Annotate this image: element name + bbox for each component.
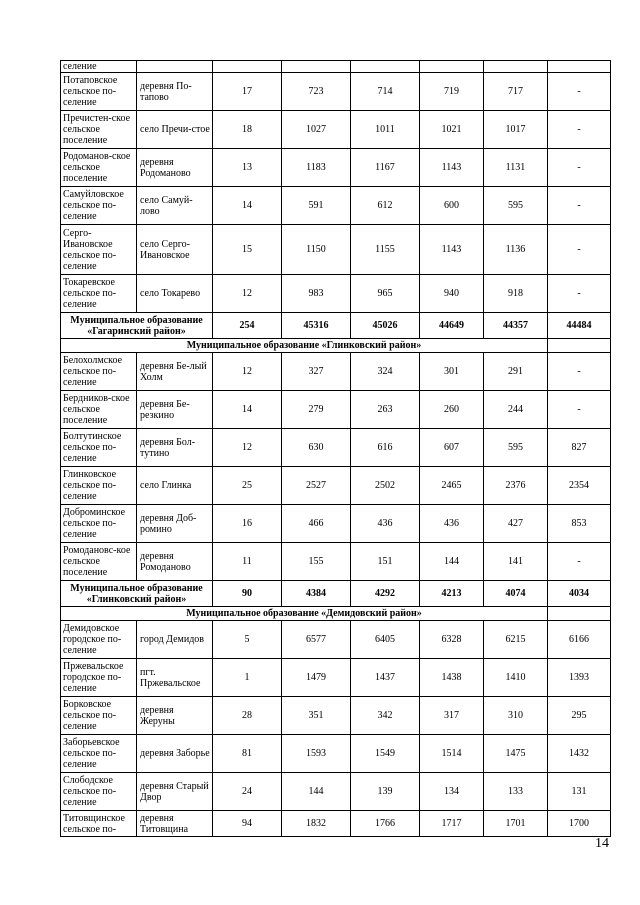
settlement-cell: Глинковское сельское по-селение xyxy=(61,467,137,505)
value-cell: - xyxy=(548,543,611,581)
value-cell: 295 xyxy=(548,697,611,735)
value-cell: 279 xyxy=(282,391,351,429)
total-value-cell: 44357 xyxy=(484,313,548,339)
total-row xyxy=(61,313,611,339)
value-cell: 1701 xyxy=(484,811,548,837)
value-cell: 28 xyxy=(213,697,282,735)
table-row xyxy=(61,773,611,811)
value-cell: 301 xyxy=(420,353,484,391)
value-cell: 1143 xyxy=(420,225,484,275)
settlement-cell: Токаревское сельское по-селение xyxy=(61,275,137,313)
value-cell: - xyxy=(548,353,611,391)
table-row xyxy=(61,543,611,581)
settlement-cell: Самуйловское сельское по-селение xyxy=(61,187,137,225)
table-row xyxy=(61,111,611,149)
value-cell: 2354 xyxy=(548,467,611,505)
total-value-cell: 4213 xyxy=(420,581,484,607)
value-cell: - xyxy=(548,187,611,225)
value-cell: 1432 xyxy=(548,735,611,773)
value-cell xyxy=(351,61,420,73)
value-cell: 11 xyxy=(213,543,282,581)
value-cell: 25 xyxy=(213,467,282,505)
value-cell: 714 xyxy=(351,73,420,111)
value-cell: 2527 xyxy=(282,467,351,505)
value-cell: 1183 xyxy=(282,149,351,187)
total-value-cell: 90 xyxy=(213,581,282,607)
table-row xyxy=(61,187,611,225)
value-cell: 291 xyxy=(484,353,548,391)
value-cell: 1717 xyxy=(420,811,484,837)
value-cell: 630 xyxy=(282,429,351,467)
total-value-cell: 45026 xyxy=(351,313,420,339)
value-cell: 15 xyxy=(213,225,282,275)
admin-center-cell: село Глинка xyxy=(137,467,213,505)
value-cell: 595 xyxy=(484,429,548,467)
value-cell: 1766 xyxy=(351,811,420,837)
value-cell: 853 xyxy=(548,505,611,543)
value-cell: 17 xyxy=(213,73,282,111)
value-cell: 607 xyxy=(420,429,484,467)
table-row xyxy=(61,61,611,73)
table-row xyxy=(61,391,611,429)
settlement-cell: Болтутинское сельское по-селение xyxy=(61,429,137,467)
settlement-cell: Борковское сельское по-селение xyxy=(61,697,137,735)
settlement-cell: Родоманов-ское сельское поселение xyxy=(61,149,137,187)
empty-cell xyxy=(548,607,611,621)
value-cell: 14 xyxy=(213,187,282,225)
table-row xyxy=(61,225,611,275)
value-cell: 81 xyxy=(213,735,282,773)
value-cell: 965 xyxy=(351,275,420,313)
total-value-cell: 4074 xyxy=(484,581,548,607)
value-cell: 16 xyxy=(213,505,282,543)
value-cell: 827 xyxy=(548,429,611,467)
value-cell: 12 xyxy=(213,275,282,313)
section-title-cell: Муниципальное образование «Глинковский район» xyxy=(61,339,548,353)
value-cell: 1514 xyxy=(420,735,484,773)
admin-center-cell: село Серго-Ивановское xyxy=(137,225,213,275)
admin-center-cell: деревня Жеруны xyxy=(137,697,213,735)
value-cell: 612 xyxy=(351,187,420,225)
total-value-cell: 44484 xyxy=(548,313,611,339)
section-title-cell: Муниципальное образование «Демидовский район» xyxy=(61,607,548,621)
page-number: 14 xyxy=(595,836,609,851)
value-cell: 2465 xyxy=(420,467,484,505)
value-cell: 1700 xyxy=(548,811,611,837)
value-cell xyxy=(282,61,351,73)
value-cell: 2502 xyxy=(351,467,420,505)
value-cell: 918 xyxy=(484,275,548,313)
value-cell: 310 xyxy=(484,697,548,735)
value-cell: 263 xyxy=(351,391,420,429)
value-cell: 134 xyxy=(420,773,484,811)
admin-center-cell: деревня Бе-резкино xyxy=(137,391,213,429)
value-cell: 6328 xyxy=(420,621,484,659)
value-cell: 1410 xyxy=(484,659,548,697)
settlement-cell: Белохолмское сельское по-селение xyxy=(61,353,137,391)
value-cell: 436 xyxy=(420,505,484,543)
value-cell: 1479 xyxy=(282,659,351,697)
value-cell: 18 xyxy=(213,111,282,149)
admin-center-cell: деревня Ромоданово xyxy=(137,543,213,581)
value-cell: 151 xyxy=(351,543,420,581)
table-row xyxy=(61,467,611,505)
value-cell: 317 xyxy=(420,697,484,735)
total-label-cell: Муниципальное образование «Гагаринский район» xyxy=(61,313,213,339)
value-cell: 1136 xyxy=(484,225,548,275)
value-cell xyxy=(213,61,282,73)
value-cell: 141 xyxy=(484,543,548,581)
value-cell: 1437 xyxy=(351,659,420,697)
admin-center-cell: село Пречи-стое xyxy=(137,111,213,149)
total-label-cell: Муниципальное образование «Глинковский район» xyxy=(61,581,213,607)
value-cell: 436 xyxy=(351,505,420,543)
value-cell: 1021 xyxy=(420,111,484,149)
value-cell: 427 xyxy=(484,505,548,543)
admin-center-cell: деревня Бол-тутино xyxy=(137,429,213,467)
total-row xyxy=(61,581,611,607)
population-table xyxy=(60,60,611,837)
value-cell: 131 xyxy=(548,773,611,811)
table-row xyxy=(61,353,611,391)
value-cell: 719 xyxy=(420,73,484,111)
value-cell: - xyxy=(548,391,611,429)
value-cell: 1017 xyxy=(484,111,548,149)
value-cell: 466 xyxy=(282,505,351,543)
table-body xyxy=(61,61,611,837)
value-cell: 616 xyxy=(351,429,420,467)
admin-center-cell xyxy=(137,61,213,73)
value-cell: 983 xyxy=(282,275,351,313)
total-value-cell: 254 xyxy=(213,313,282,339)
total-value-cell: 4034 xyxy=(548,581,611,607)
settlement-cell: селение xyxy=(61,61,137,73)
value-cell: 1832 xyxy=(282,811,351,837)
settlement-cell: Потаповское сельское по-селение xyxy=(61,73,137,111)
value-cell: 1027 xyxy=(282,111,351,149)
table-row xyxy=(61,429,611,467)
value-cell: 327 xyxy=(282,353,351,391)
settlement-cell: Титовщинское сельское по- xyxy=(61,811,137,837)
value-cell: 591 xyxy=(282,187,351,225)
value-cell: - xyxy=(548,149,611,187)
settlement-cell: Заборьевское сельское по-селение xyxy=(61,735,137,773)
section-header-row xyxy=(61,339,611,353)
value-cell: 2376 xyxy=(484,467,548,505)
value-cell: 1143 xyxy=(420,149,484,187)
value-cell: 94 xyxy=(213,811,282,837)
value-cell: 717 xyxy=(484,73,548,111)
value-cell: - xyxy=(548,73,611,111)
admin-center-cell: город Демидов xyxy=(137,621,213,659)
value-cell: 6215 xyxy=(484,621,548,659)
value-cell: 14 xyxy=(213,391,282,429)
table-row xyxy=(61,149,611,187)
value-cell: - xyxy=(548,225,611,275)
settlement-cell: Ромодановс-кое сельское поселение xyxy=(61,543,137,581)
admin-center-cell: деревня По-тапово xyxy=(137,73,213,111)
value-cell: 1393 xyxy=(548,659,611,697)
value-cell: - xyxy=(548,275,611,313)
admin-center-cell: деревня Титовщина xyxy=(137,811,213,837)
admin-center-cell: деревня Заборье xyxy=(137,735,213,773)
value-cell xyxy=(548,61,611,73)
value-cell: 1155 xyxy=(351,225,420,275)
value-cell: 1549 xyxy=(351,735,420,773)
value-cell: 723 xyxy=(282,73,351,111)
value-cell: 260 xyxy=(420,391,484,429)
admin-center-cell: деревня Доб-ромино xyxy=(137,505,213,543)
value-cell: 12 xyxy=(213,429,282,467)
admin-center-cell: пгт. Пржевальское xyxy=(137,659,213,697)
value-cell: 1167 xyxy=(351,149,420,187)
value-cell: 1011 xyxy=(351,111,420,149)
value-cell: 133 xyxy=(484,773,548,811)
table-row xyxy=(61,505,611,543)
total-value-cell: 4292 xyxy=(351,581,420,607)
table-row xyxy=(61,73,611,111)
admin-center-cell: деревня Бе-лый Холм xyxy=(137,353,213,391)
total-value-cell: 45316 xyxy=(282,313,351,339)
settlement-cell: Серго-Ивановское сельское по-селение xyxy=(61,225,137,275)
settlement-cell: Демидовское городское по-селение xyxy=(61,621,137,659)
total-value-cell: 4384 xyxy=(282,581,351,607)
admin-center-cell: деревня Родоманово xyxy=(137,149,213,187)
value-cell xyxy=(420,61,484,73)
table-row xyxy=(61,735,611,773)
table-row xyxy=(61,275,611,313)
settlement-cell: Бердников-ское сельское поселение xyxy=(61,391,137,429)
value-cell: 139 xyxy=(351,773,420,811)
admin-center-cell: село Токарево xyxy=(137,275,213,313)
admin-center-cell: деревня Старый Двор xyxy=(137,773,213,811)
value-cell: 6166 xyxy=(548,621,611,659)
value-cell: 1150 xyxy=(282,225,351,275)
value-cell: 144 xyxy=(282,773,351,811)
value-cell: 1131 xyxy=(484,149,548,187)
value-cell: 1438 xyxy=(420,659,484,697)
value-cell: 244 xyxy=(484,391,548,429)
table-row xyxy=(61,811,611,837)
value-cell: 155 xyxy=(282,543,351,581)
table-row xyxy=(61,659,611,697)
table-row xyxy=(61,697,611,735)
value-cell: 24 xyxy=(213,773,282,811)
section-header-row xyxy=(61,607,611,621)
value-cell: 13 xyxy=(213,149,282,187)
value-cell: 600 xyxy=(420,187,484,225)
settlement-cell: Пречистен-ское сельское поселение xyxy=(61,111,137,149)
value-cell: 351 xyxy=(282,697,351,735)
value-cell: 5 xyxy=(213,621,282,659)
table-row xyxy=(61,621,611,659)
value-cell: 324 xyxy=(351,353,420,391)
admin-center-cell: село Самуй-лово xyxy=(137,187,213,225)
value-cell: 342 xyxy=(351,697,420,735)
value-cell: 1 xyxy=(213,659,282,697)
value-cell xyxy=(484,61,548,73)
value-cell: 595 xyxy=(484,187,548,225)
value-cell: 12 xyxy=(213,353,282,391)
value-cell: 6577 xyxy=(282,621,351,659)
settlement-cell: Слободское сельское по-селение xyxy=(61,773,137,811)
settlement-cell: Доброминское сельское по-селение xyxy=(61,505,137,543)
total-value-cell: 44649 xyxy=(420,313,484,339)
empty-cell xyxy=(548,339,611,353)
value-cell: - xyxy=(548,111,611,149)
value-cell: 6405 xyxy=(351,621,420,659)
value-cell: 1593 xyxy=(282,735,351,773)
value-cell: 1475 xyxy=(484,735,548,773)
value-cell: 940 xyxy=(420,275,484,313)
value-cell: 144 xyxy=(420,543,484,581)
settlement-cell: Пржевальское городское по-селение xyxy=(61,659,137,697)
